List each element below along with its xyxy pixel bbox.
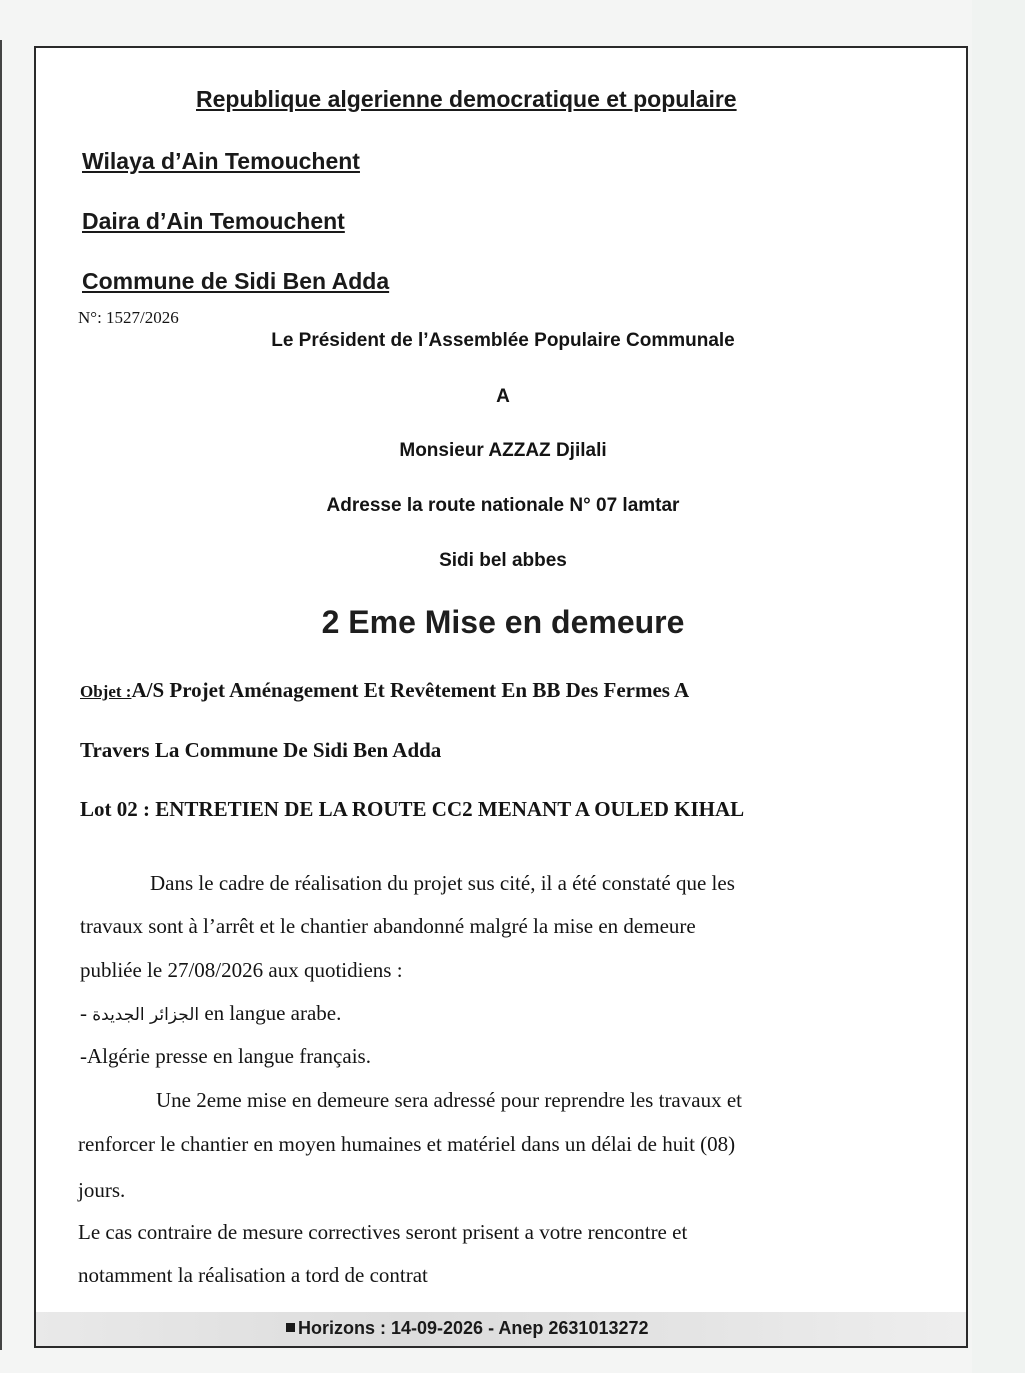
daira-heading: Daira d’Ain Temouchent xyxy=(82,208,345,234)
bullet-french-newspaper: -Algérie presse en langue français. xyxy=(80,1044,371,1068)
bullet-arabic-newspaper xyxy=(80,1001,341,1026)
footer-text: Horizons : 14-09-2026 - Anep 2631013272 xyxy=(298,1318,649,1338)
document-title: 2 Eme Mise en demeure xyxy=(321,604,685,640)
recipient-city: Sidi bel abbes xyxy=(439,550,567,571)
body-p3-line-1: Le cas contraire de mesure correctives seront prisent a votre rencontre et xyxy=(78,1220,688,1244)
object-label: Objet : xyxy=(80,682,132,701)
object-line-1 xyxy=(80,678,689,703)
object-line-2: Travers La Commune De Sidi Ben Adda xyxy=(80,738,442,762)
scan-edge-line xyxy=(0,40,2,1350)
recipient-address: Adresse la route nationale N° 07 lamtar xyxy=(326,495,680,516)
body-p2-line-2: renforcer le chantier en moyen humaines et matériel dans un délai de huit (08) xyxy=(78,1132,736,1156)
sender-line: Le Président de l’Assemblée Populaire Communale xyxy=(271,330,735,351)
wilaya-heading: Wilaya d’Ain Temouchent xyxy=(82,148,360,174)
republic-heading: Republique algerienne democratique et populaire xyxy=(196,86,737,112)
lot-line: Lot 02 : ENTRETIEN DE LA ROUTE CC2 MENANT A OULED KIHAL xyxy=(80,797,745,821)
reference-number: N°: 1527/2026 xyxy=(78,308,179,327)
square-bullet-icon xyxy=(286,1323,295,1332)
body-p2-line-3: jours. xyxy=(78,1178,126,1202)
object-text-1: A/S Projet Aménagement Et Revêtement En BB Des Fermes A xyxy=(131,678,690,702)
notice-page xyxy=(34,46,968,1348)
body-p3-line-2: notamment la réalisation a tord de contrat xyxy=(78,1263,428,1287)
to-line: A xyxy=(496,386,510,407)
arabic-newspaper-name: الجزائر الجديدة xyxy=(92,1005,200,1025)
body-p1-line-3: publiée le 27/08/2026 aux quotidiens : xyxy=(80,958,403,982)
footer-text-wrap xyxy=(286,1318,649,1339)
recipient-name: Monsieur AZZAZ Djilali xyxy=(399,440,607,461)
commune-heading: Commune de Sidi Ben Adda xyxy=(82,268,390,294)
bullet-dash: - xyxy=(80,1001,93,1025)
scan-margin xyxy=(972,0,1025,1373)
publication-footer xyxy=(36,1312,966,1346)
body-p2-line-1: Une 2eme mise en demeure sera adressé pour reprendre les travaux et xyxy=(156,1088,742,1112)
body-p1-line-2: travaux sont à l’arrêt et le chantier abandonné malgré la mise en demeure xyxy=(80,914,696,938)
bullet-arabic-rest: en langue arabe. xyxy=(199,1001,342,1025)
body-p1-line-1: Dans le cadre de réalisation du projet sus cité, il a été constaté que les xyxy=(150,871,735,895)
